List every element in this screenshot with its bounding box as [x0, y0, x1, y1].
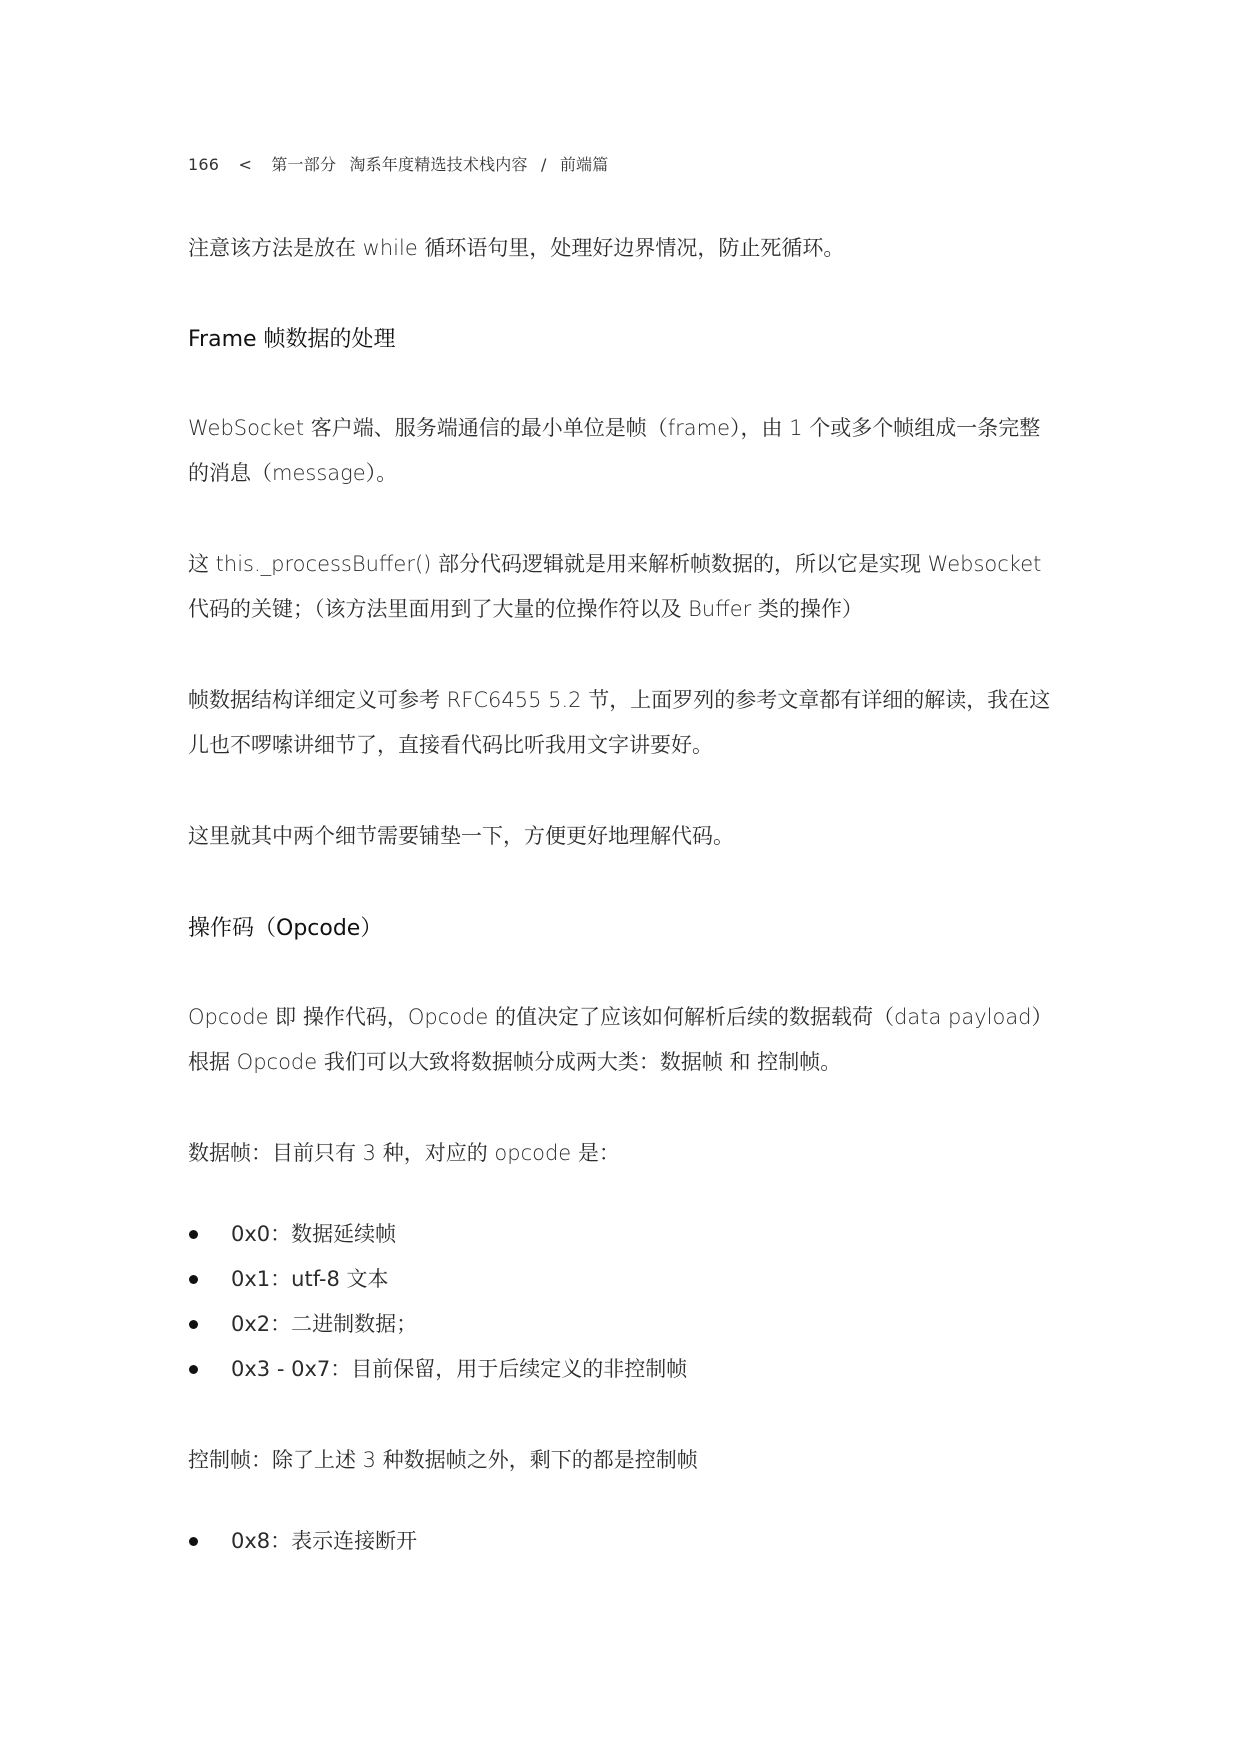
- book-title: 淘系年度精选技术栈内容: [349, 155, 528, 174]
- bullet-icon: [189, 1230, 198, 1239]
- paragraph-two-details: 这里就其中两个细节需要铺垫一下，方便更好地理解代码。: [188, 824, 734, 848]
- list-item: 0x3 - 0x7：目前保留，用于后续定义的非控制帧: [188, 1347, 1060, 1392]
- part-label: 第一部分: [271, 155, 337, 174]
- page-number: 166: [188, 155, 220, 174]
- header-slash: /: [540, 155, 547, 174]
- section-label: 前端篇: [559, 155, 609, 174]
- control-frame-list: [188, 1519, 1060, 1564]
- list-item: 0x2：二进制数据；: [188, 1302, 1060, 1347]
- list-item: 0x0：数据延续帧: [188, 1212, 1060, 1257]
- list-item: 0x8：表示连接断开: [188, 1519, 1060, 1564]
- paragraph-frame-unit: WebSocket 客户端、服务端通信的最小单位是帧（frame），由 1 个或多个帧组成一条完整的消息（message）。: [188, 416, 1041, 485]
- paragraph-opcode: Opcode 即 操作代码，Opcode 的值决定了应该如何解析后续的数据载荷（data payload）根据 Opcode 我们可以大致将数据帧分成两大类：数据帧 和 控制帧。: [188, 1005, 1053, 1074]
- bullet-icon: [189, 1320, 198, 1329]
- heading-opcode: 操作码（Opcode）: [188, 916, 383, 941]
- bullet-icon: [189, 1365, 198, 1374]
- list-item: 0x1：utf-8 文本: [188, 1257, 1060, 1302]
- bullet-icon: [189, 1537, 198, 1546]
- paragraph-data-frames: 数据帧：目前只有 3 种，对应的 opcode 是：: [188, 1141, 620, 1165]
- paragraph-rfc: 帧数据结构详细定义可参考 RFC6455 5.2 节，上面罗列的参考文章都有详细的解读，我在这儿也不啰嗦讲细节了，直接看代码比听我用文字讲要好。: [188, 688, 1051, 757]
- running-header: [188, 152, 608, 175]
- paragraph-process-buffer: 这 this._processBuffer() 部分代码逻辑就是用来解析帧数据的，所以它是实现 Websocket 代码的关键；（该方法里面用到了大量的位操作符以及 Buffer 类的操作）: [188, 552, 1042, 621]
- heading-frame: Frame 帧数据的处理: [188, 327, 396, 352]
- bullet-icon: [189, 1275, 198, 1284]
- paragraph-note: 注意该方法是放在 while 循环语句里，处理好边界情况，防止死循环。: [188, 236, 845, 260]
- data-frame-list: [188, 1212, 1060, 1392]
- paragraph-control-frames: 控制帧：除了上述 3 种数据帧之外，剩下的都是控制帧: [188, 1448, 698, 1472]
- chevron-icon: <: [238, 155, 253, 174]
